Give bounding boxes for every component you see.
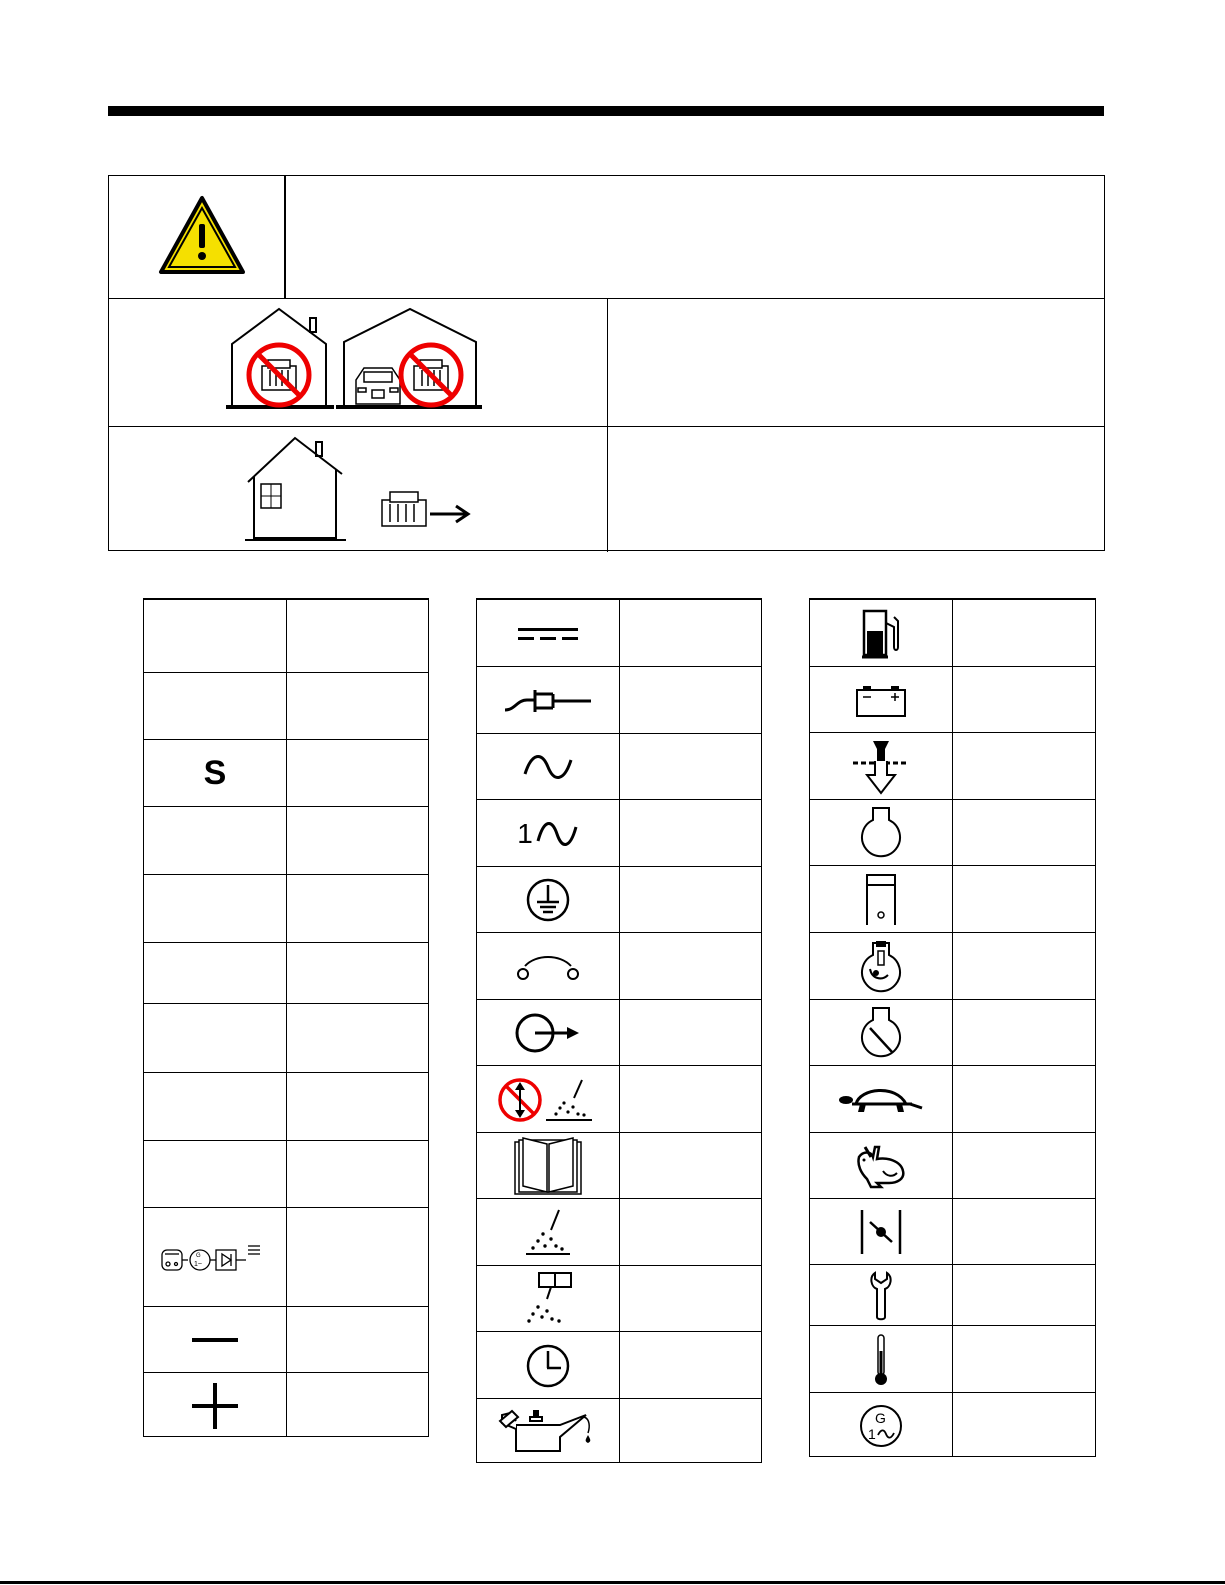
- svg-text:G: G: [196, 1252, 201, 1259]
- footer-rule: [0, 1581, 1225, 1584]
- svg-text:1~: 1~: [194, 1260, 202, 1268]
- table-row: [144, 806, 428, 874]
- generator-glyph: G: [875, 1410, 886, 1426]
- table-row: [810, 865, 1095, 932]
- table-row: [810, 1325, 1095, 1392]
- engine-oil-level-icon: [858, 939, 904, 995]
- table-row: [810, 1392, 1095, 1458]
- table-row: [477, 666, 761, 733]
- table-row: [810, 732, 1095, 799]
- table-row: [810, 1132, 1095, 1198]
- table-row: [144, 874, 428, 942]
- table-row: [144, 672, 428, 739]
- engine-generator-rectifier-icon: [160, 1242, 270, 1274]
- minus-icon: [190, 1335, 240, 1345]
- table-row: [477, 1132, 761, 1198]
- symbol-table-left: [143, 598, 429, 1437]
- plus-icon: [190, 1381, 240, 1431]
- single-phase-ac-icon: [535, 819, 579, 849]
- table-row: [477, 1198, 761, 1265]
- table-row: [810, 999, 1095, 1065]
- wrench-icon: [869, 1271, 893, 1321]
- table-row: [477, 799, 761, 866]
- table-row: [144, 1372, 428, 1438]
- on-switch-icon: [515, 1011, 581, 1055]
- warning-triangle-icon: [109, 176, 284, 298]
- table-row: [144, 1003, 428, 1072]
- table-row: [144, 1140, 428, 1207]
- engine-outline-icon: [858, 806, 904, 860]
- circuit-breaker-icon: [516, 952, 580, 982]
- read-manual-icon: [513, 1136, 583, 1196]
- table-row: [810, 799, 1095, 865]
- turtle-icon: [838, 1082, 924, 1118]
- letter-s-symbol: S: [203, 754, 227, 792]
- no-shake-fuel-spill-icon: [498, 1074, 598, 1126]
- table-row: [477, 1331, 761, 1398]
- rabbit-icon: [853, 1143, 909, 1189]
- engine-cylinder-icon: [863, 873, 899, 927]
- symbol-table-right: [809, 598, 1096, 1457]
- table-row: [477, 1065, 761, 1132]
- clock-hours-icon: [525, 1343, 571, 1389]
- table-row: [477, 999, 761, 1065]
- choke-spray-icon: [521, 1271, 575, 1327]
- table-row: [477, 1265, 761, 1331]
- oil-can-icon: [498, 1407, 598, 1457]
- ground-earth-icon: [525, 877, 571, 923]
- plug-connector-icon: [503, 686, 593, 716]
- table-row: [810, 1065, 1095, 1132]
- thermometer-icon: [871, 1333, 891, 1387]
- alternating-current-icon: [522, 752, 574, 782]
- table-row: [477, 866, 761, 932]
- engine-stop-icon: [858, 1006, 904, 1060]
- fuel-pump-icon: [860, 607, 902, 661]
- table-row: [810, 1264, 1095, 1325]
- symbol-table-middle: [476, 598, 762, 1463]
- table-row: [477, 599, 761, 666]
- table-row: [477, 932, 761, 999]
- table-row: [144, 1207, 428, 1306]
- direct-current-icon: [516, 626, 580, 642]
- table-row: [144, 599, 428, 672]
- table-row: [144, 1306, 428, 1372]
- no-indoor-generator-icon: [224, 306, 484, 411]
- table-row: [144, 942, 428, 1003]
- warning-panel: [108, 175, 1105, 551]
- table-row: [810, 1198, 1095, 1264]
- svg-text:1: 1: [868, 1426, 876, 1442]
- generator-outdoors-icon: [244, 434, 484, 544]
- table-row: [477, 733, 761, 799]
- table-row: [810, 666, 1095, 732]
- fuel-spray-icon: [523, 1208, 573, 1258]
- table-row: [810, 932, 1095, 999]
- battery-icon: [854, 682, 908, 718]
- table-row: [810, 599, 1095, 666]
- generator-single-phase-icon: [858, 1403, 904, 1449]
- warning-icon-cell: [109, 176, 286, 298]
- table-row: [144, 1072, 428, 1140]
- table-row: [144, 739, 428, 806]
- table-row: [477, 1398, 761, 1464]
- header-rule: [108, 106, 1104, 116]
- single-phase-glyph: 1: [517, 817, 533, 849]
- throttle-choke-icon: [858, 1208, 904, 1256]
- fuel-filter-drain-icon: [851, 739, 911, 795]
